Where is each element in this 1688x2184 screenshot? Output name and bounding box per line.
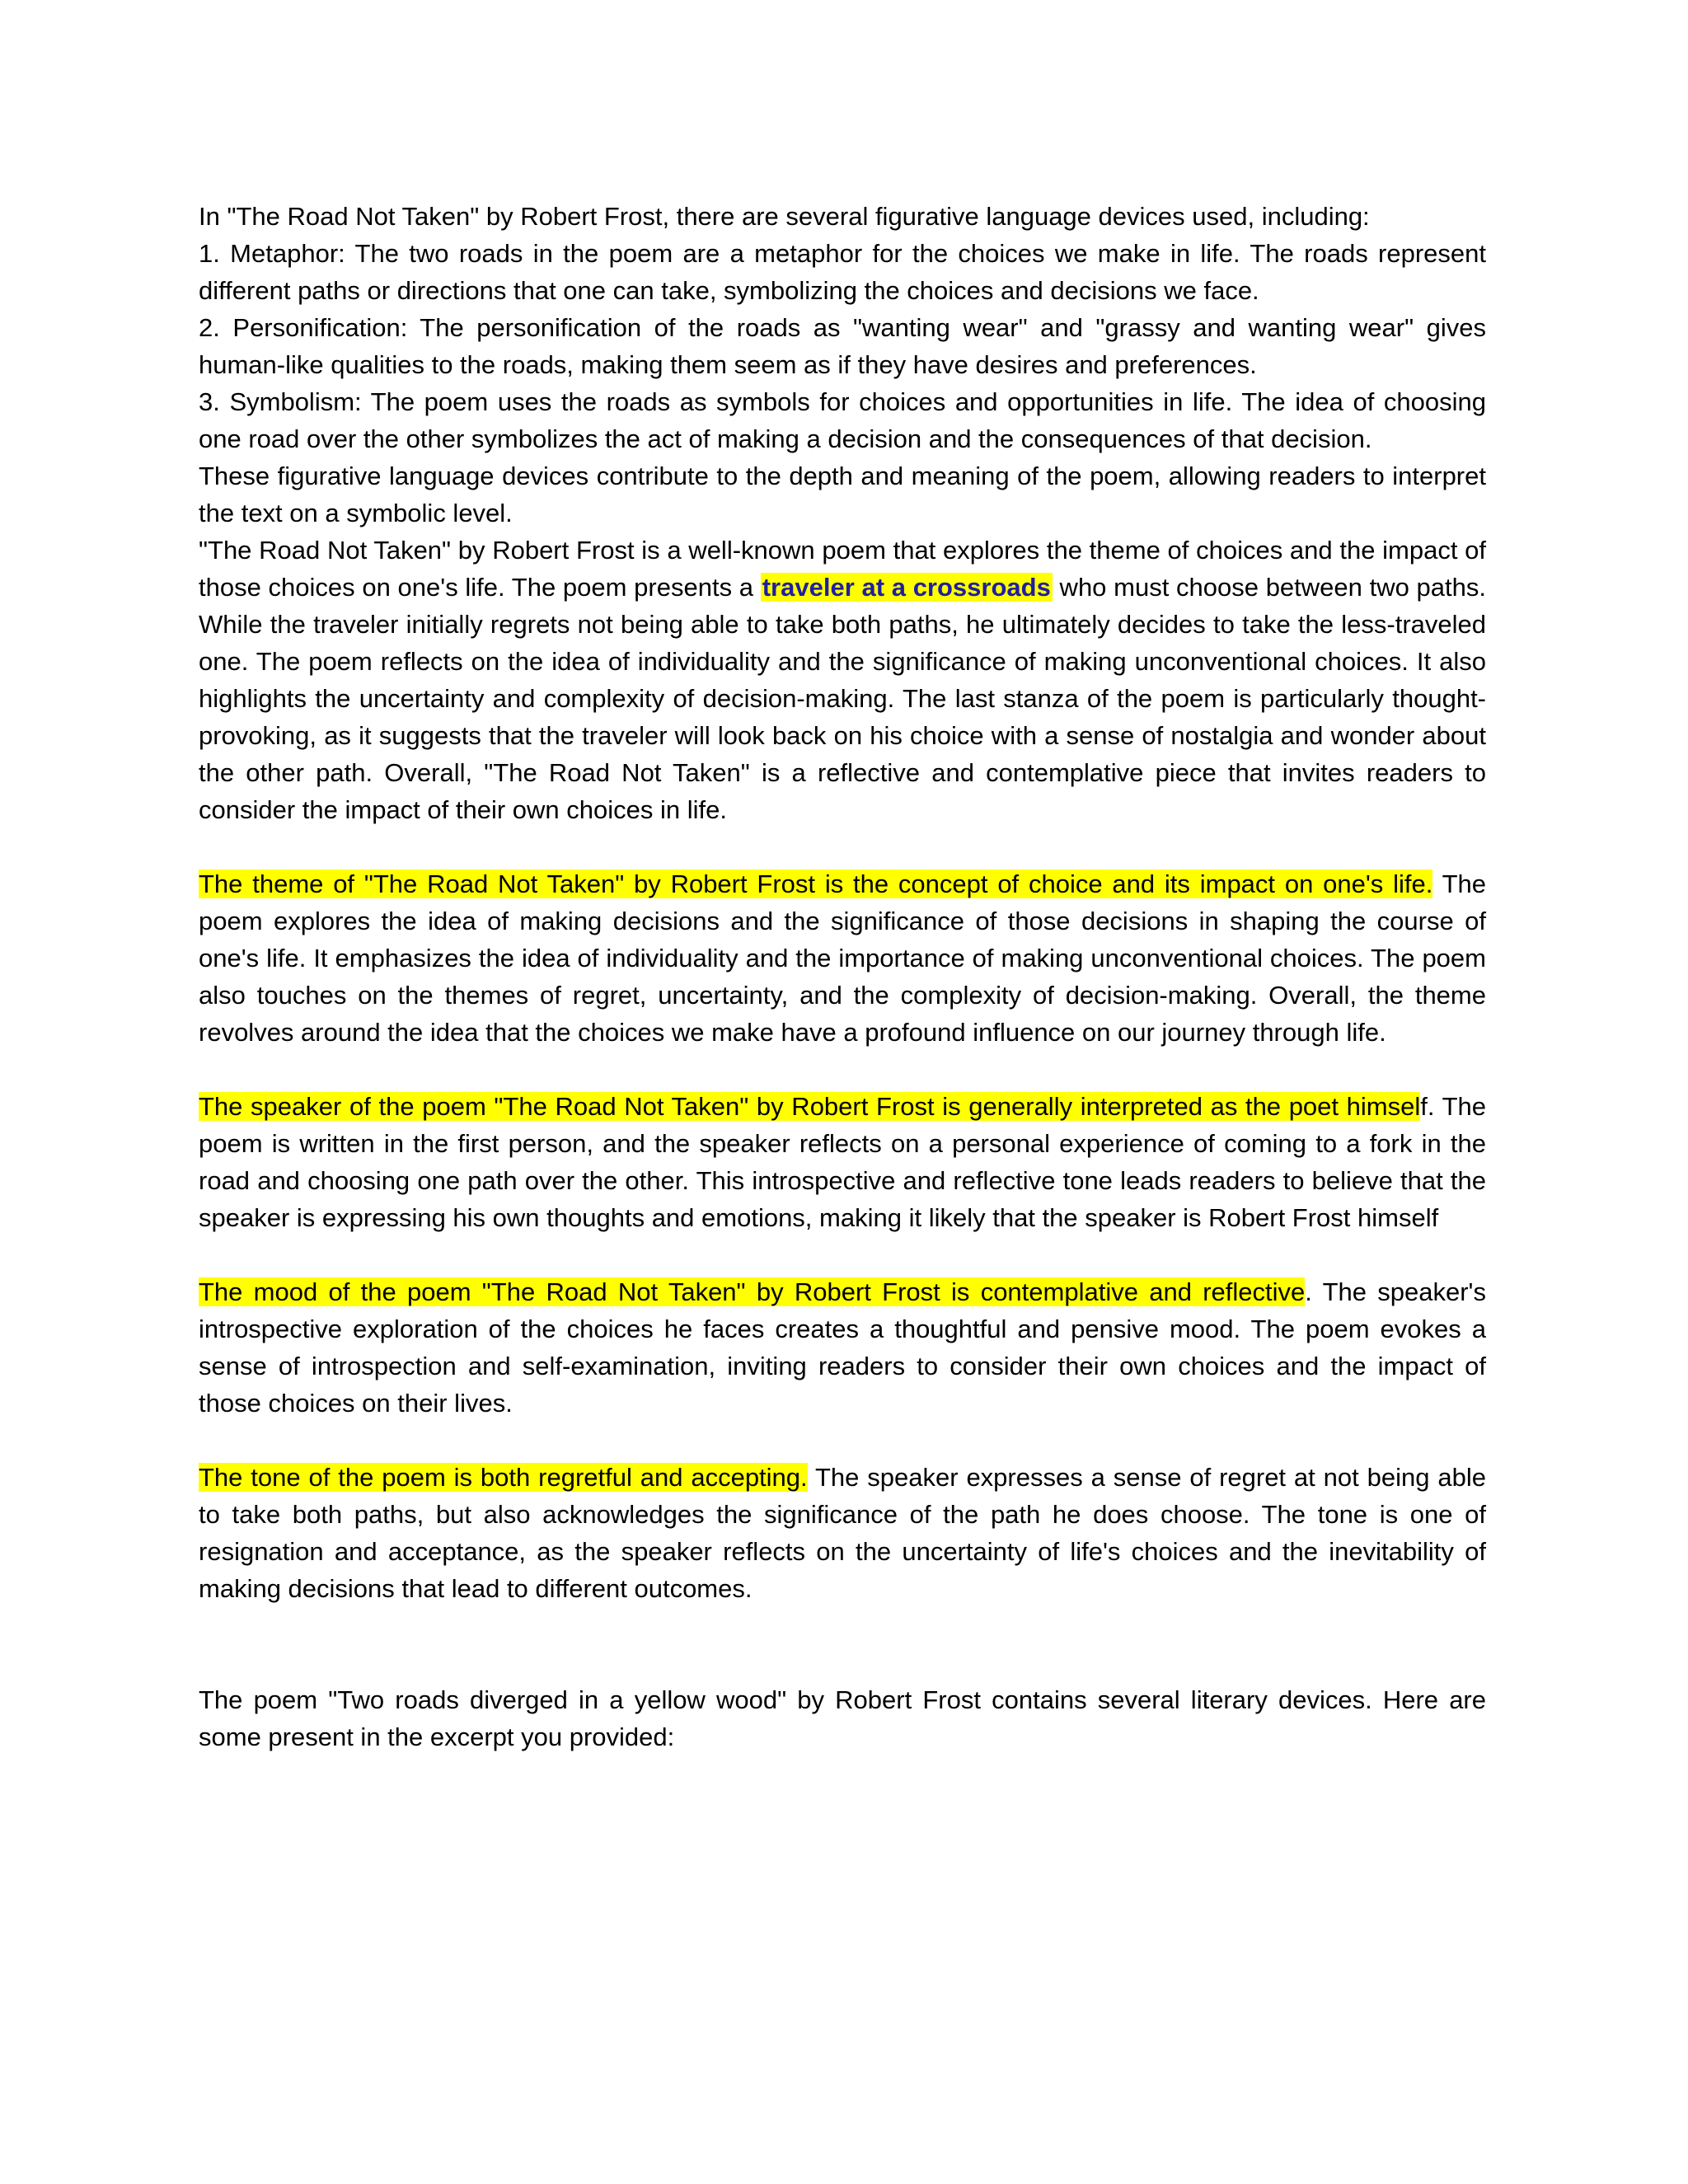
speaker-text: f. The poem is written in the first person, and the speaker reflects on a personal experience of coming to a fork in the road and choosing one path over the other. This introspective and reflective tone leads readers to believe that the speaker is expressing his own thoughts and emotions, making it likely that the speaker is Robert Frost himself bbox=[199, 1092, 1486, 1232]
overview-paragraph bbox=[199, 532, 1486, 828]
tone-text: The speaker expresses a sense of regret at not being able to take both paths, but also acknowledges the significance of the path he does choose. The tone is one of resignation and acceptance, as the speaker reflects on the uncertainty of life's choices and the inevitability of making decisions that lead to different outcomes. bbox=[199, 1463, 1486, 1603]
paragraph-spacer bbox=[199, 1422, 1486, 1459]
paragraph-spacer bbox=[199, 1236, 1486, 1273]
speaker-paragraph bbox=[199, 1088, 1486, 1236]
tone-highlight: The tone of the poem is both regretful and accepting. bbox=[199, 1463, 808, 1492]
document-page bbox=[199, 198, 1486, 1755]
theme-paragraph bbox=[199, 865, 1486, 1051]
paragraph-spacer bbox=[199, 1607, 1486, 1681]
paragraph-spacer bbox=[199, 1051, 1486, 1088]
devices-summary-paragraph: These figurative language devices contribute to the depth and meaning of the poem, allowing readers to interpret the text on a symbolic level. bbox=[199, 462, 1486, 527]
overview-text-after: who must choose between two paths. While the traveler initially regrets not being able to take both paths, he ultimately decides to take the less-traveled one. The poem reflects on the idea of individuality and the significance of making unconventional choices. It also highlights the uncertainty and complexity of decision-making. The last stanza of the poem is particularly thought-provoking, as it suggests that the traveler will look back on his choice with a sense of nostalgia and wonder about the other path. Overall, "The Road Not Taken" is a reflective and contemplative piece that invites readers to consider the impact of their own choices in life. bbox=[199, 573, 1486, 824]
device-symbolism: 3. Symbolism: The poem uses the roads as symbols for choices and opportunities in life. The idea of choosing one road over the other symbolizes the act of making a decision and the consequences of that decision. bbox=[199, 387, 1486, 453]
theme-text: The poem explores the idea of making decisions and the significance of those decisions in shaping the course of one's life. It emphasizes the idea of individuality and the importance of making unconventional choices. The poem also touches on the themes of regret, uncertainty, and the complexity of decision-making. Overall, the theme revolves around the idea that the choices we make have a profound influence on our journey through life. bbox=[199, 869, 1486, 1047]
devices-followup-paragraph: The poem "Two roads diverged in a yellow wood" by Robert Frost contains several literary devices. Here are some present in the excerpt you provided: bbox=[199, 1685, 1486, 1751]
mood-highlight: The mood of the poem "The Road Not Taken" by Robert Frost is contemplative and reflective bbox=[199, 1277, 1306, 1306]
overview-text-before: "The Road Not Taken" by Robert Frost is a well-known poem that explores the theme of choices and the impact of those choices on one's life. The poem presents a bbox=[199, 536, 1486, 602]
theme-highlight: The theme of "The Road Not Taken" by Robert Frost is the concept of choice and its impact on one's life. bbox=[199, 869, 1433, 898]
paragraph-spacer bbox=[199, 828, 1486, 865]
tone-paragraph bbox=[199, 1459, 1486, 1607]
overview-highlight: traveler at a crossroads bbox=[762, 573, 1051, 602]
mood-text: . The speaker's introspective exploration of the choices he faces creates a thoughtful and pensive mood. The poem evokes a sense of introspection and self-examination, inviting readers to consider their own choices and the impact of those choices on their lives. bbox=[199, 1277, 1486, 1418]
intro-paragraph: In "The Road Not Taken" by Robert Frost, there are several figurative language devices used, including: bbox=[199, 202, 1370, 231]
device-personification: 2. Personification: The personification of the roads as "wanting wear" and "grassy and wanting wear" gives human-like qualities to the roads, making them seem as if they have desires and preferences. bbox=[199, 313, 1486, 379]
device-metaphor: 1. Metaphor: The two roads in the poem are a metaphor for the choices we make in life. The roads represent different paths or directions that one can take, symbolizing the choices and decisions we face. bbox=[199, 239, 1486, 305]
mood-paragraph bbox=[199, 1273, 1486, 1422]
speaker-highlight: The speaker of the poem "The Road Not Taken" by Robert Frost is generally interpreted as the poet himsel bbox=[199, 1092, 1421, 1121]
